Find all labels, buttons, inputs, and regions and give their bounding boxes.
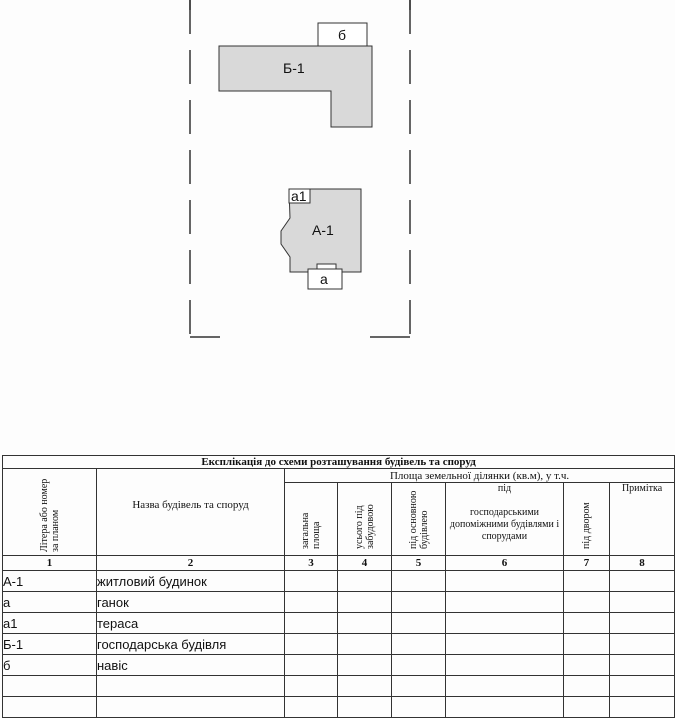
row-name: ганок bbox=[97, 592, 285, 613]
table-row bbox=[3, 634, 675, 655]
row-letter bbox=[3, 697, 97, 718]
col-number: 7 bbox=[564, 556, 610, 571]
row-name: тераса bbox=[97, 613, 285, 634]
header-main-building: під основною будівлею bbox=[392, 483, 446, 556]
header-yard: під двором bbox=[564, 483, 610, 556]
row-name bbox=[97, 697, 285, 718]
col-number: 6 bbox=[446, 556, 564, 571]
row-letter: а1 bbox=[3, 613, 97, 634]
table-row bbox=[3, 613, 675, 634]
row-name: навіс bbox=[97, 655, 285, 676]
col-number: 1 bbox=[3, 556, 97, 571]
col-number: 3 bbox=[285, 556, 338, 571]
building-b1-shape bbox=[219, 46, 372, 127]
row-letter: А-1 bbox=[3, 571, 97, 592]
header-name: Назва будівель та споруд bbox=[97, 469, 285, 556]
row-name bbox=[97, 676, 285, 697]
row-name: житловий будинок bbox=[97, 571, 285, 592]
table-row bbox=[3, 571, 675, 592]
table-row bbox=[3, 655, 675, 676]
table-row bbox=[3, 676, 675, 697]
header-area: Площа земельної ділянки (кв.м), у т.ч. bbox=[285, 469, 675, 483]
header-total-area: загальна площа bbox=[285, 483, 338, 556]
label-a1-small: а1 bbox=[291, 188, 307, 204]
row-letter: б bbox=[3, 655, 97, 676]
label-b: б bbox=[338, 27, 347, 43]
table-row bbox=[3, 697, 675, 718]
col-number: 5 bbox=[392, 556, 446, 571]
header-auxiliary: під господарськими допоміжними будівлями і спорудами bbox=[446, 483, 564, 556]
label-b1: Б-1 bbox=[283, 60, 305, 76]
col-number: 8 bbox=[610, 556, 675, 571]
row-letter: Б-1 bbox=[3, 634, 97, 655]
table-row bbox=[3, 592, 675, 613]
header-built-up: усього під забудовою bbox=[338, 483, 392, 556]
label-a: а bbox=[320, 271, 328, 287]
col-number: 2 bbox=[97, 556, 285, 571]
header-note: Примітка bbox=[610, 483, 675, 556]
label-a1: А-1 bbox=[312, 222, 334, 238]
header-letter: Літера або номер за планом bbox=[3, 469, 97, 556]
row-letter bbox=[3, 676, 97, 697]
col-number: 4 bbox=[338, 556, 392, 571]
row-name: господарська будівля bbox=[97, 634, 285, 655]
row-letter: а bbox=[3, 592, 97, 613]
explication-table bbox=[2, 455, 675, 718]
table-title: Експлікація до схеми розташування будівель та споруд bbox=[3, 456, 675, 469]
